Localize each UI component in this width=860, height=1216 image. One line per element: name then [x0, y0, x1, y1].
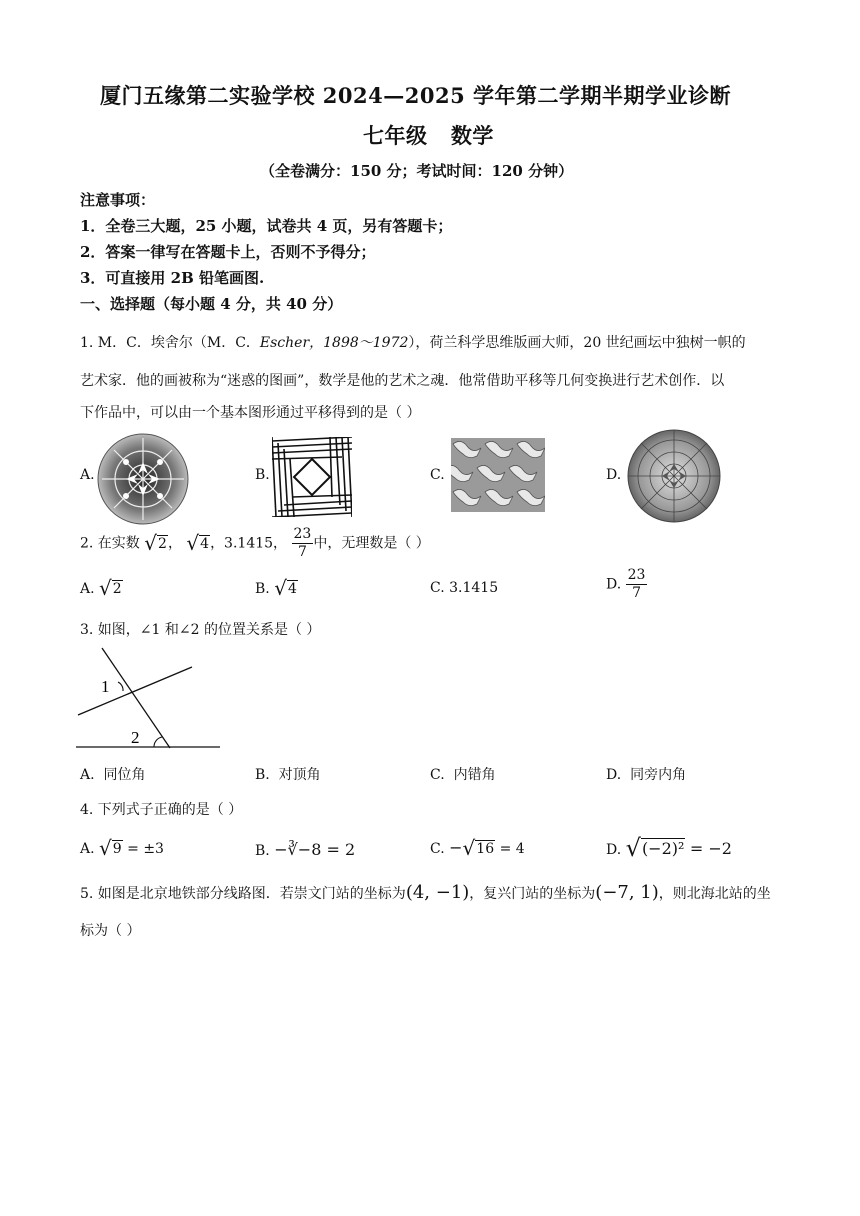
angle-2-arc	[154, 737, 162, 747]
upper-line	[78, 667, 192, 715]
q4-option-c-label: C.	[430, 841, 445, 857]
q3-option-b: B. 对顶角	[255, 767, 321, 783]
coord-chongwenmen: (4, −1)	[405, 882, 470, 903]
q2-option-a-label: A.	[80, 581, 95, 597]
fraction-denominator: 7	[297, 544, 307, 560]
q2-stem-a: 2. 在实数	[80, 535, 140, 552]
q5-line1-c: ，则北海北站的坐	[658, 886, 771, 902]
q4-option-b	[255, 840, 355, 859]
angle-lines-figure	[76, 645, 226, 751]
q2-option-b-label: B.	[255, 581, 270, 597]
q1-line1-c: ），荷兰科学思维版画大师，20 世纪画坛中独树一帜的	[408, 335, 746, 351]
fraction-23-7	[292, 526, 314, 561]
q5-line1-b: ，复兴门站的坐标为	[469, 886, 596, 902]
q3-option-a: A. 同位角	[80, 767, 146, 783]
escher-circle-limit-image	[96, 432, 190, 526]
exam-info: （全卷满分：150 分；考试时间：120 分钟）	[260, 162, 574, 180]
q5-line1	[80, 882, 771, 903]
sqrt-4-radicand: 4	[200, 535, 210, 552]
q4-option-b-label: B.	[255, 843, 270, 859]
sqrt-4-option: √4	[274, 576, 297, 600]
q4-option-a	[80, 836, 164, 860]
q4-option-c	[430, 836, 525, 860]
q4-option-d-label: D.	[606, 842, 622, 858]
q5-line1-a: 5. 如图是北京地铁部分线路图．若崇文门站的坐标为	[80, 886, 406, 902]
q1-line1	[80, 332, 746, 352]
sqrt-4-expr: √4	[186, 530, 210, 555]
note-item-1: 1．全卷三大题，25 小题，试卷共 4 页，另有答题卡；	[80, 217, 453, 235]
exam-title: 厦门五缘第二实验学校 2024—2025 学年第二学期半期学业诊断	[100, 83, 732, 108]
q3-stem: 3. 如图，∠1 和∠2 的位置关系是（ ）	[80, 622, 321, 638]
angle-1-arc	[118, 682, 123, 691]
sqrt-9-expr: √9	[99, 836, 122, 860]
sqrt-neg2-squared-radicand: (−2)²	[641, 839, 685, 858]
q2-option-d	[606, 567, 647, 602]
angle-2-label: 2	[131, 728, 140, 747]
q1-option-c-label: C.	[430, 467, 445, 483]
q4-option-c-rest: = 4	[499, 841, 525, 857]
q1-line1-b: Escher，1898～1972	[259, 335, 409, 351]
note-item-2: 2．答案一律写在答题卡上，否则不予得分；	[80, 243, 376, 261]
q1-option-a-label: A.	[80, 467, 95, 483]
q2-stem: 2. 在实数 √2， √4，3.1415， $\frac{23}{7}$ 中，无理数是（ ）	[80, 526, 430, 560]
sqrt-2-option-radicand: 2	[112, 581, 122, 597]
q1-line3: 下作品中，可以由一个基本图形通过平移得到的是（ ）	[80, 405, 421, 421]
q1-option-b-label: B.	[255, 467, 270, 483]
sqrt-16-expr: √16	[462, 836, 495, 860]
q3-option-c: C. 内错角	[430, 767, 496, 783]
fraction-option-denominator: 7	[632, 585, 642, 601]
q4-option-c-neg: −	[449, 838, 463, 857]
angle-1-label: 1	[101, 677, 110, 696]
sqrt-2-expr: √2	[144, 530, 167, 555]
coord-fuxingmen: (−7, 1)	[595, 882, 659, 903]
q1-line2: 艺术家．他的画被称为“迷惑的图画”，数学是他的艺术之魂．他常借助平移等几何变换进行艺术创作．以	[80, 373, 725, 389]
q1-option-d-label: D.	[606, 467, 622, 483]
q2-option-a	[80, 576, 123, 600]
q2-stem-c: 中，无理数是（ ）	[313, 535, 430, 552]
q5-line2: 标为（ ）	[80, 923, 141, 939]
sqrt-4-option-radicand: 4	[287, 581, 297, 597]
q4-stem: 4. 下列式子正确的是（ ）	[80, 802, 243, 818]
sqrt-9-radicand: 9	[112, 841, 122, 857]
q4-option-d	[606, 834, 732, 862]
fraction-23-7-option	[626, 567, 648, 602]
exam-subtitle: 七年级 数学	[363, 123, 494, 148]
q2-stem-b: ，3.1415，	[210, 535, 288, 552]
q4-option-a-rest: = ±3	[127, 841, 164, 857]
section1-heading: 一、选择题（每小题 4 分，共 40 分）	[80, 295, 343, 313]
notes-heading: 注意事项：	[80, 191, 156, 209]
fraction-option-numerator: 23	[627, 567, 646, 583]
q2-option-c: C. 3.1415	[430, 580, 499, 596]
escher-tessellation-image	[451, 438, 545, 512]
escher-square-spiral-image	[272, 437, 352, 517]
sqrt-16-radicand: 16	[476, 841, 495, 857]
q4-option-b-expr: −∛−8 = 2	[274, 840, 356, 859]
escher-circle-pattern-image	[626, 428, 722, 524]
q4-option-a-label: A.	[80, 841, 95, 857]
sqrt-neg2-squared-expr: √(−2)²	[625, 834, 685, 862]
sqrt-2-option: √2	[99, 576, 122, 600]
fraction-numerator: 23	[293, 526, 312, 542]
note-item-3: 3．可直接用 2B 铅笔画图.	[80, 269, 265, 287]
q3-option-d: D. 同旁内角	[606, 767, 687, 783]
q2-option-b	[255, 576, 298, 600]
q2-option-d-label: D.	[606, 576, 622, 593]
sqrt-2-radicand: 2	[158, 535, 167, 552]
q4-option-d-rest: = −2	[689, 839, 732, 858]
q1-line1-a: 1. M．C．埃舍尔（M．C．	[80, 335, 260, 351]
